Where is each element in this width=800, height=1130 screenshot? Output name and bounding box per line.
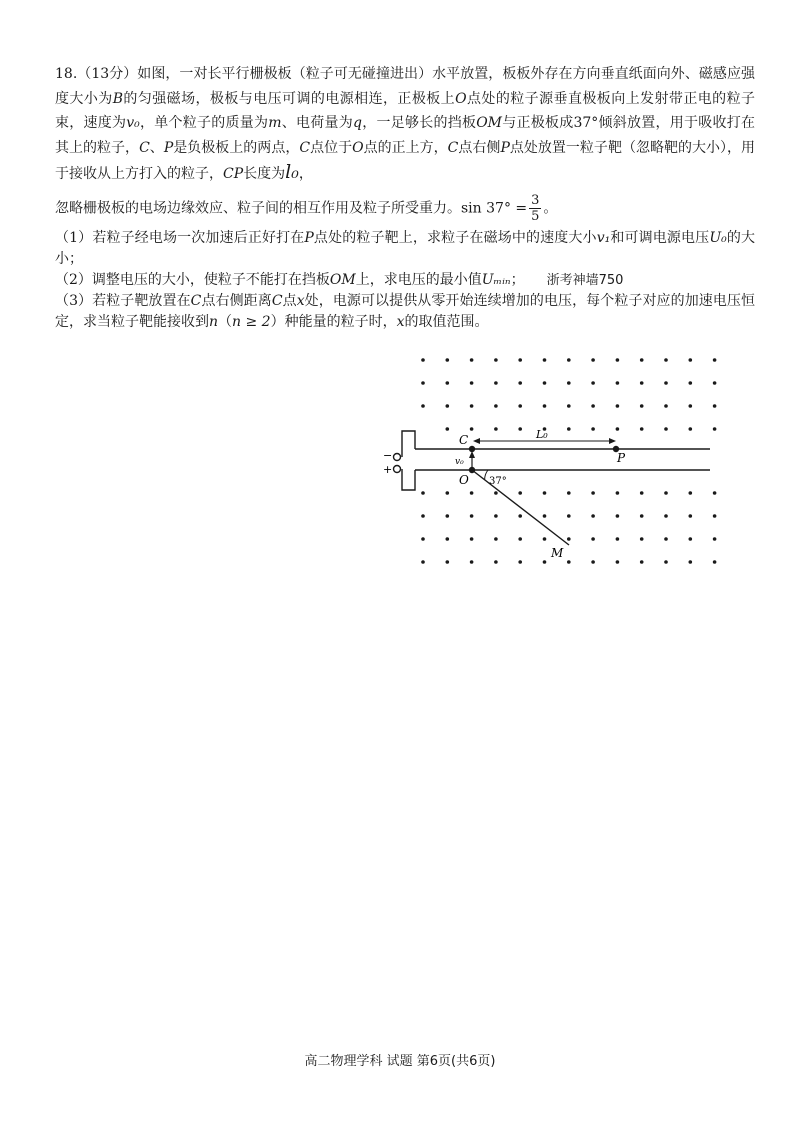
field-dot [640,381,644,385]
field-dot [713,560,717,564]
field-dot [421,381,425,385]
field-dot [567,381,571,385]
field-dot [664,514,668,518]
field-dot [543,404,547,408]
question-2: （2）调整电压的大小，使粒子不能打在挡板OM上，求电压的最小值Uₘᵢₙ； 浙考神墙750 [55,271,624,288]
field-dot [567,560,571,564]
field-dot [446,560,450,564]
field-dot [591,560,595,564]
field-dot [616,358,620,362]
field-dot [494,381,498,385]
dimension-arrow-right [609,438,616,444]
field-dot [470,358,474,362]
field-dot [664,358,668,362]
label-O: O [459,473,469,487]
field-dot [567,358,571,362]
magnetic-field-dots [421,358,716,564]
baffle-OM [472,470,569,545]
field-dot [713,358,717,362]
field-dot [591,381,595,385]
field-dot [543,537,547,541]
watermark-text: 浙考神墙750 [546,272,624,288]
field-dot [494,358,498,362]
field-dot [616,404,620,408]
label-M: M [551,546,564,560]
field-dot [689,358,693,362]
problem-assumptions: 忽略栅极板的电场边缘效应、粒子间的相互作用及粒子所受重力。sin 37° = $\frac{3}{5}$ 。 [55,192,558,224]
field-dot [518,358,522,362]
field-dot [616,537,620,541]
field-dot [421,358,425,362]
field-dot [567,514,571,518]
field-dot [543,491,547,495]
field-dot [689,491,693,495]
field-dot [470,560,474,564]
field-dot [567,491,571,495]
power-source [394,431,416,490]
field-dot [664,560,668,564]
field-dot [421,514,425,518]
label-L0: L₀ [536,428,548,441]
field-dot [640,358,644,362]
field-dot [446,537,450,541]
field-dot [543,514,547,518]
field-dot [640,404,644,408]
field-dot [616,381,620,385]
point-C [469,446,475,452]
field-dot [591,427,595,431]
dimension-arrow-left [473,438,480,444]
question-1: （1）若粒子经电场一次加速后正好打在P点处的粒子靶上，求粒子在磁场中的速度大小v₁和可调电源电压U₀的大小； [55,229,756,267]
point-O [469,467,475,473]
field-dot [446,404,450,408]
angle-arc [485,470,488,480]
plus-terminal: + [383,463,393,476]
field-dot [689,514,693,518]
field-dot [591,537,595,541]
field-dot [446,514,450,518]
field-dot [494,491,498,495]
field-dot [494,537,498,541]
physics-diagram [375,345,720,570]
field-dot [543,381,547,385]
field-dot [713,537,717,541]
field-dot [689,537,693,541]
field-dot [470,381,474,385]
field-dot [518,560,522,564]
field-dot [470,404,474,408]
field-dot [518,427,522,431]
field-dot [446,358,450,362]
page-footer: 高二物理学科 试题 第6页(共6页) [304,1054,496,1069]
field-dot [616,514,620,518]
field-dot [567,537,571,541]
field-dot [470,491,474,495]
field-dot [518,381,522,385]
field-dot [567,427,571,431]
field-dot [689,560,693,564]
problem-18 [55,62,755,333]
field-dot [640,537,644,541]
label-P: P [617,451,626,465]
field-dot [689,404,693,408]
field-dot [616,560,620,564]
field-dot [543,560,547,564]
field-dot [689,381,693,385]
label-angle-37: 37° [489,476,507,487]
field-dot [664,427,668,431]
field-dot [640,560,644,564]
field-dot [567,404,571,408]
field-dot [664,404,668,408]
field-dot [470,537,474,541]
field-dot [713,404,717,408]
field-dot [518,537,522,541]
field-dot [640,427,644,431]
field-dot [591,514,595,518]
field-dot [446,491,450,495]
field-dot [518,404,522,408]
field-dot [421,560,425,564]
field-dot [494,560,498,564]
field-dot [470,427,474,431]
field-dot [543,358,547,362]
field-dot [616,427,620,431]
label-v0: v₀ [455,457,464,467]
field-dot [494,427,498,431]
field-dot [689,427,693,431]
question-3: （3）若粒子靶放置在C点右侧距离C点x处，电源可以提供从零开始连续增加的电压，每个粒子对应的加速电压恒定，求当粒子靶能接收到n（n ≥ 2）种能量的粒子时，x的取值范围。 [55,292,755,330]
field-dot [591,491,595,495]
minus-terminal: − [383,449,393,462]
label-C: C [459,433,469,447]
field-dot [713,514,717,518]
field-dot [518,491,522,495]
field-dot [446,427,450,431]
field-dot [421,404,425,408]
field-dot [616,491,620,495]
field-dot [664,381,668,385]
field-dot [446,381,450,385]
field-dot [640,514,644,518]
field-dot [664,491,668,495]
field-dot [591,404,595,408]
field-dot [421,491,425,495]
field-dot [591,358,595,362]
field-dot [640,491,644,495]
field-dot [518,514,522,518]
fraction-3-5: $\frac{3}{5}$ [531,192,540,224]
problem-statement: 18.（13分）如图，一对长平行栅极板（粒子可无碰撞进出）水平放置，板板外存在方向垂直纸面向外、磁感应强度大小为B的匀强磁场，极板与电压可调的电源相连，正极板上O点处的粒子源垂直极板向上发射带正电的粒子束，速度为v₀，单个粒子的质量为m、电荷量为q，一足够长的挡板OM与正极板成37°倾斜放置，用于吸收打在其上的粒子，C、P是负极板上的两点，C点位于O点的正上方，C点右侧P点处放置一粒子靶（忽略靶的大小），用于接收从上方打入的粒子，CP长度为l₀， [55,66,756,183]
field-dot [713,427,717,431]
field-dot [494,514,498,518]
field-dot [494,404,498,408]
field-dot [713,381,717,385]
field-dot [664,537,668,541]
field-dot [713,491,717,495]
field-dot [421,537,425,541]
field-dot [470,514,474,518]
